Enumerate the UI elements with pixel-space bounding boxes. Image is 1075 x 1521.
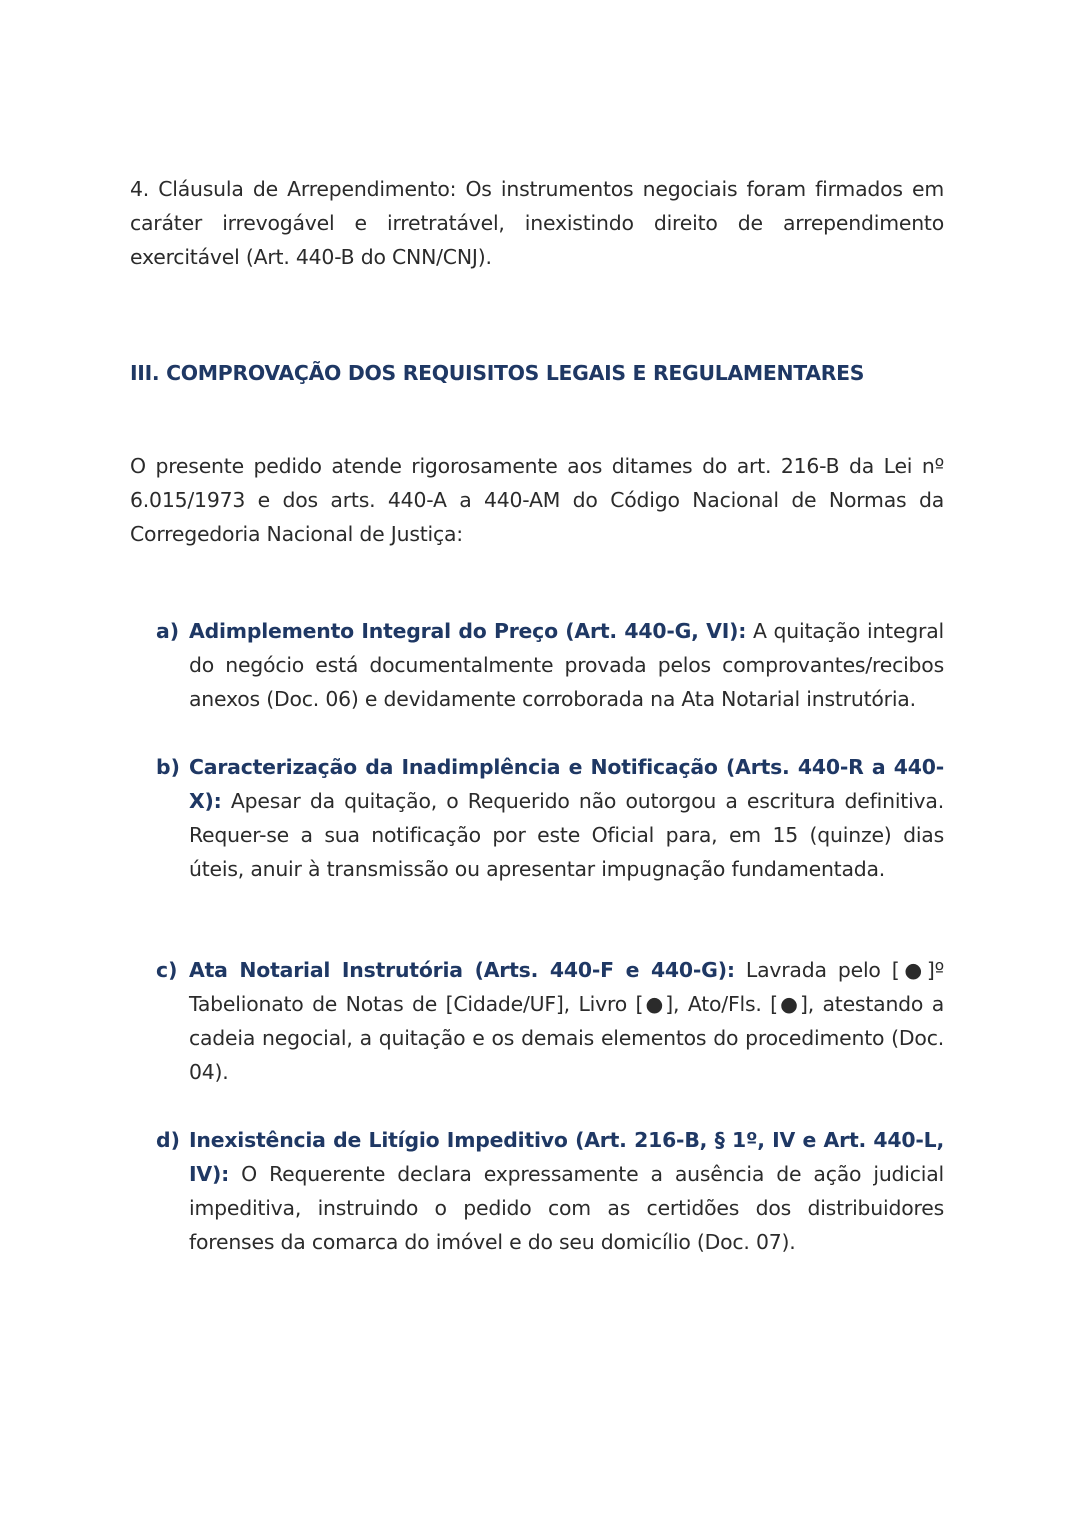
list-item-title: Adimplemento Integral do Preço (Art. 440-G, VI): xyxy=(189,619,747,643)
list-item-b xyxy=(130,750,944,886)
list-item-a xyxy=(130,614,944,716)
section-heading: III. COMPROVAÇÃO DOS REQUISITOS LEGAIS E REGULAMENTARES xyxy=(130,361,865,385)
list-item-text xyxy=(189,750,944,886)
list-item-title: Caracterização da Inadimplência e Notificação (Arts. 440-R a 440-X): xyxy=(189,755,944,813)
clause-paragraph: 4. Cláusula de Arrependimento: Os instrumentos negociais foram firmados em caráter irrevogável e irretratável, inexistindo direito de arrependimento exercitável (Art. 440-B do CNN/CNJ). xyxy=(130,177,944,269)
list-item-title: Inexistência de Litígio Impeditivo (Art. 216-B, § 1º, IV e Art. 440-L, IV): xyxy=(189,1128,944,1186)
list-item-body: O Requerente declara expressamente a ausência de ação judicial impeditiva, instruindo o pedido com as certidões dos distribuidores forenses da comarca do imóvel e do seu domicílio (Doc. 07). xyxy=(189,1162,944,1254)
list-item-c xyxy=(130,953,944,1089)
section-intro-paragraph: O presente pedido atende rigorosamente aos ditames do art. 216-B da Lei nº 6.015/1973 e dos arts. 440-A a 440-AM do Código Nacional de Normas da Corregedoria Nacional de Justiça: xyxy=(130,454,944,546)
list-item-body: Lavrada pelo [●]º Tabelionato de Notas de [Cidade/UF], Livro [●], Ato/Fls. [●], atestando a cadeia negocial, a quitação e os demais elementos do procedimento (Doc. 04). xyxy=(189,958,944,1084)
list-marker: d) xyxy=(156,1128,180,1152)
list-item-d xyxy=(130,1123,944,1259)
document-page xyxy=(130,172,944,1254)
list-item-text xyxy=(189,953,944,1089)
list-marker: c) xyxy=(156,958,178,982)
list-item-text xyxy=(189,614,944,716)
list-item-text xyxy=(189,1123,944,1259)
list-item-title: Ata Notarial Instrutória (Arts. 440-F e 440-G): xyxy=(189,958,735,982)
list-marker: a) xyxy=(156,619,180,643)
list-item-body: Apesar da quitação, o Requerido não outorgou a escritura definitiva. Requer-se a sua notificação por este Oficial para, em 15 (quinze) dias úteis, anuir à transmissão ou apresentar impugnação fundamentada. xyxy=(189,789,944,881)
list-marker: b) xyxy=(156,755,180,779)
requirements-list xyxy=(130,614,944,1259)
list-item-body: A quitação integral do negócio está documentalmente provada pelos comprovantes/recibos anexos (Doc. 06) e devidamente corroborada na Ata Notarial instrutória. xyxy=(189,619,944,711)
